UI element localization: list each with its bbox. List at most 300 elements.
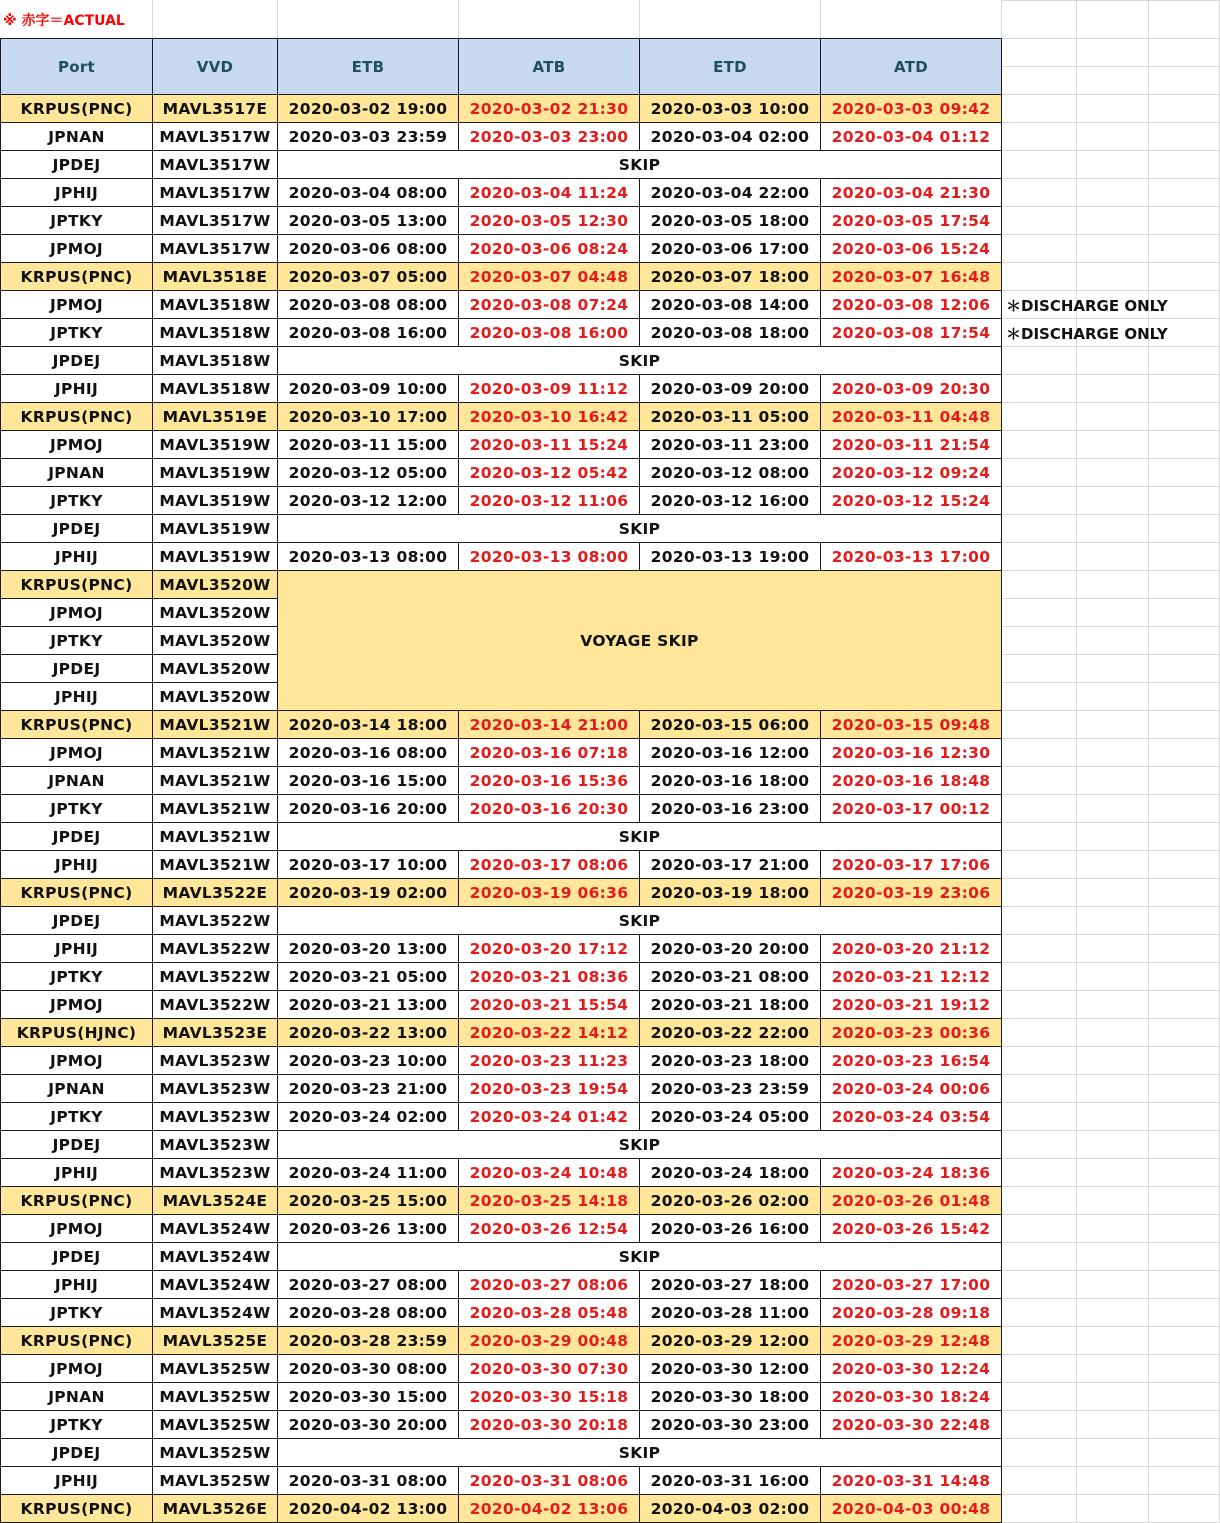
table-row xyxy=(1,1355,1002,1383)
port-cell[interactable]: JPMOJ xyxy=(1,431,153,459)
etb-cell[interactable]: 2020-03-28 23:59 xyxy=(278,1327,459,1355)
vvd-cell[interactable]: MAVL3517E xyxy=(153,95,278,123)
atb-cell[interactable]: 2020-03-02 21:30 xyxy=(459,95,640,123)
atb-cell[interactable]: 2020-03-16 15:36 xyxy=(459,767,640,795)
header-etb[interactable]: ETB xyxy=(278,39,459,95)
etd-cell[interactable]: 2020-03-26 02:00 xyxy=(640,1187,821,1215)
vvd-cell[interactable]: MAVL3521W xyxy=(153,739,278,767)
vvd-cell[interactable]: MAVL3522W xyxy=(153,907,278,935)
gridline xyxy=(1002,1354,1220,1355)
etb-cell[interactable]: 2020-03-02 19:00 xyxy=(278,95,459,123)
port-cell[interactable]: JPDEJ xyxy=(1,1439,153,1467)
vvd-cell[interactable]: MAVL3523W xyxy=(153,1075,278,1103)
port-cell[interactable]: JPMOJ xyxy=(1,1215,153,1243)
gridline xyxy=(1002,1466,1220,1467)
atd-cell[interactable]: 2020-03-16 12:30 xyxy=(821,739,1002,767)
atb-cell[interactable]: 2020-03-14 21:00 xyxy=(459,711,640,739)
port-cell[interactable]: JPDEJ xyxy=(1,1131,153,1159)
atb-cell[interactable]: 2020-03-30 07:30 xyxy=(459,1355,640,1383)
etb-cell[interactable]: 2020-03-08 16:00 xyxy=(278,319,459,347)
atb-cell[interactable]: 2020-03-31 08:06 xyxy=(459,1467,640,1495)
etb-cell[interactable]: 2020-03-04 08:00 xyxy=(278,179,459,207)
vvd-cell[interactable]: MAVL3525W xyxy=(153,1467,278,1495)
port-cell[interactable]: JPMOJ xyxy=(1,991,153,1019)
atd-cell[interactable]: 2020-03-09 20:30 xyxy=(821,375,1002,403)
schedule-table xyxy=(0,38,1002,1523)
etb-cell[interactable]: 2020-03-25 15:00 xyxy=(278,1187,459,1215)
vvd-cell[interactable]: MAVL3522W xyxy=(153,991,278,1019)
vvd-cell[interactable]: MAVL3517W xyxy=(153,207,278,235)
etb-cell[interactable]: 2020-03-09 10:00 xyxy=(278,375,459,403)
vvd-cell[interactable]: MAVL3525W xyxy=(153,1383,278,1411)
atb-cell[interactable]: 2020-03-21 15:54 xyxy=(459,991,640,1019)
vvd-cell[interactable]: MAVL3525W xyxy=(153,1355,278,1383)
etd-cell[interactable]: 2020-03-21 08:00 xyxy=(640,963,821,991)
gridline xyxy=(1002,1298,1220,1299)
etd-cell[interactable]: 2020-03-30 12:00 xyxy=(640,1355,821,1383)
skip-cell[interactable]: SKIP xyxy=(278,347,1002,375)
etd-cell[interactable]: 2020-03-16 18:00 xyxy=(640,767,821,795)
vvd-cell[interactable]: MAVL3519W xyxy=(153,543,278,571)
etd-cell[interactable]: 2020-03-12 08:00 xyxy=(640,459,821,487)
vvd-cell[interactable]: MAVL3524W xyxy=(153,1299,278,1327)
port-cell[interactable]: KRPUS(PNC) xyxy=(1,711,153,739)
port-cell[interactable]: JPMOJ xyxy=(1,739,153,767)
vvd-cell[interactable]: MAVL3523W xyxy=(153,1047,278,1075)
port-cell[interactable]: JPNAN xyxy=(1,459,153,487)
etd-cell[interactable]: 2020-03-24 05:00 xyxy=(640,1103,821,1131)
etb-cell[interactable]: 2020-03-08 08:00 xyxy=(278,291,459,319)
port-cell[interactable]: JPHIJ xyxy=(1,1467,153,1495)
skip-cell[interactable]: SKIP xyxy=(278,1243,1002,1271)
vvd-cell[interactable]: MAVL3521W xyxy=(153,851,278,879)
vvd-cell[interactable]: MAVL3518W xyxy=(153,319,278,347)
etb-cell[interactable]: 2020-03-21 05:00 xyxy=(278,963,459,991)
atb-cell[interactable]: 2020-03-17 08:06 xyxy=(459,851,640,879)
gridline xyxy=(1002,458,1220,459)
atd-cell[interactable]: 2020-03-04 21:30 xyxy=(821,179,1002,207)
etd-cell[interactable]: 2020-03-31 16:00 xyxy=(640,1467,821,1495)
etb-cell[interactable]: 2020-03-03 23:59 xyxy=(278,123,459,151)
skip-cell[interactable]: SKIP xyxy=(278,1439,1002,1467)
etb-cell[interactable]: 2020-03-30 08:00 xyxy=(278,1355,459,1383)
gridline xyxy=(1002,206,1220,207)
atd-cell[interactable]: 2020-03-23 00:36 xyxy=(821,1019,1002,1047)
etb-cell[interactable]: 2020-03-22 13:00 xyxy=(278,1019,459,1047)
port-cell[interactable]: JPTKY xyxy=(1,963,153,991)
etb-cell[interactable]: 2020-03-26 13:00 xyxy=(278,1215,459,1243)
port-cell[interactable]: JPDEJ xyxy=(1,347,153,375)
atb-cell[interactable]: 2020-03-30 20:18 xyxy=(459,1411,640,1439)
port-cell[interactable]: JPDEJ xyxy=(1,823,153,851)
gridline xyxy=(1002,626,1220,627)
etd-cell[interactable]: 2020-03-11 23:00 xyxy=(640,431,821,459)
gridline xyxy=(820,0,821,38)
etd-cell[interactable]: 2020-03-28 11:00 xyxy=(640,1299,821,1327)
etb-cell[interactable]: 2020-03-23 21:00 xyxy=(278,1075,459,1103)
gridline xyxy=(1076,0,1077,1523)
gridline xyxy=(1002,766,1220,767)
port-cell[interactable]: JPNAN xyxy=(1,1075,153,1103)
port-cell[interactable]: JPMOJ xyxy=(1,235,153,263)
vvd-cell[interactable]: MAVL3524E xyxy=(153,1187,278,1215)
skip-cell[interactable]: SKIP xyxy=(278,907,1002,935)
gridline xyxy=(1002,598,1220,599)
vvd-cell[interactable]: MAVL3522W xyxy=(153,963,278,991)
port-cell[interactable]: JPMOJ xyxy=(1,291,153,319)
etd-cell[interactable]: 2020-03-30 18:00 xyxy=(640,1383,821,1411)
voyage-skip-cell[interactable]: VOYAGE SKIP xyxy=(278,571,1002,711)
etd-cell[interactable]: 2020-03-20 20:00 xyxy=(640,935,821,963)
atb-cell[interactable]: 2020-03-08 07:24 xyxy=(459,291,640,319)
port-cell[interactable]: JPHIJ xyxy=(1,179,153,207)
etb-cell[interactable]: 2020-03-06 08:00 xyxy=(278,235,459,263)
atb-cell[interactable]: 2020-03-12 11:06 xyxy=(459,487,640,515)
atb-cell[interactable]: 2020-04-02 13:06 xyxy=(459,1495,640,1523)
vvd-cell[interactable]: MAVL3517W xyxy=(153,235,278,263)
atb-cell[interactable]: 2020-03-09 11:12 xyxy=(459,375,640,403)
port-cell[interactable]: KRPUS(HJNC) xyxy=(1,1019,153,1047)
etd-cell[interactable]: 2020-03-09 20:00 xyxy=(640,375,821,403)
etb-cell[interactable]: 2020-03-16 15:00 xyxy=(278,767,459,795)
vvd-cell[interactable]: MAVL3519W xyxy=(153,431,278,459)
port-cell[interactable]: JPTKY xyxy=(1,1411,153,1439)
etd-cell[interactable]: 2020-03-17 21:00 xyxy=(640,851,821,879)
atd-cell[interactable]: 2020-03-17 17:06 xyxy=(821,851,1002,879)
vvd-cell[interactable]: MAVL3525W xyxy=(153,1439,278,1467)
vvd-cell[interactable]: MAVL3521W xyxy=(153,711,278,739)
port-cell[interactable]: JPMOJ xyxy=(1,1355,153,1383)
atd-cell[interactable]: 2020-03-30 22:48 xyxy=(821,1411,1002,1439)
table-row xyxy=(1,1383,1002,1411)
etb-cell[interactable]: 2020-03-23 10:00 xyxy=(278,1047,459,1075)
atd-cell[interactable]: 2020-03-05 17:54 xyxy=(821,207,1002,235)
atb-cell[interactable]: 2020-03-08 16:00 xyxy=(459,319,640,347)
etd-cell[interactable]: 2020-04-03 02:00 xyxy=(640,1495,821,1523)
etb-cell[interactable]: 2020-03-24 02:00 xyxy=(278,1103,459,1131)
vvd-cell[interactable]: MAVL3520W xyxy=(153,571,278,599)
gridline xyxy=(1002,1410,1220,1411)
etb-cell[interactable]: 2020-03-20 13:00 xyxy=(278,935,459,963)
vvd-cell[interactable]: MAVL3522E xyxy=(153,879,278,907)
etb-cell[interactable]: 2020-03-21 13:00 xyxy=(278,991,459,1019)
port-cell[interactable]: JPHIJ xyxy=(1,683,153,711)
etd-cell[interactable]: 2020-03-21 18:00 xyxy=(640,991,821,1019)
vvd-cell[interactable]: MAVL3517W xyxy=(153,123,278,151)
port-cell[interactable]: JPTKY xyxy=(1,487,153,515)
skip-cell[interactable]: SKIP xyxy=(278,823,1002,851)
atb-cell[interactable]: 2020-03-22 14:12 xyxy=(459,1019,640,1047)
atb-cell[interactable]: 2020-03-03 23:00 xyxy=(459,123,640,151)
atb-cell[interactable]: 2020-03-16 07:18 xyxy=(459,739,640,767)
port-cell[interactable]: KRPUS(PNC) xyxy=(1,263,153,291)
table-row xyxy=(1,935,1002,963)
vvd-cell[interactable]: MAVL3518W xyxy=(153,291,278,319)
atd-cell[interactable]: 2020-03-30 12:24 xyxy=(821,1355,1002,1383)
port-cell[interactable]: JPNAN xyxy=(1,767,153,795)
table-row xyxy=(1,179,1002,207)
atd-cell[interactable]: 2020-03-26 01:48 xyxy=(821,1187,1002,1215)
vvd-cell[interactable]: MAVL3523W xyxy=(153,1103,278,1131)
port-cell[interactable]: JPHIJ xyxy=(1,851,153,879)
vvd-cell[interactable]: MAVL3520W xyxy=(153,627,278,655)
etd-cell[interactable]: 2020-03-23 23:59 xyxy=(640,1075,821,1103)
port-cell[interactable]: JPNAN xyxy=(1,1383,153,1411)
etb-cell[interactable]: 2020-03-16 08:00 xyxy=(278,739,459,767)
etb-cell[interactable]: 2020-03-30 15:00 xyxy=(278,1383,459,1411)
atb-cell[interactable]: 2020-03-06 08:24 xyxy=(459,235,640,263)
atd-cell[interactable]: 2020-03-23 16:54 xyxy=(821,1047,1002,1075)
atd-cell[interactable]: 2020-03-03 09:42 xyxy=(821,95,1002,123)
atb-cell[interactable]: 2020-03-29 00:48 xyxy=(459,1327,640,1355)
atd-cell[interactable]: 2020-03-24 00:06 xyxy=(821,1075,1002,1103)
header-atb[interactable]: ATB xyxy=(459,39,640,95)
table-row xyxy=(1,571,1002,599)
atb-cell[interactable]: 2020-03-07 04:48 xyxy=(459,263,640,291)
atd-cell[interactable]: 2020-03-19 23:06 xyxy=(821,879,1002,907)
atd-cell[interactable]: 2020-03-24 18:36 xyxy=(821,1159,1002,1187)
vvd-cell[interactable]: MAVL3517W xyxy=(153,151,278,179)
atd-cell[interactable]: 2020-03-16 18:48 xyxy=(821,767,1002,795)
etb-cell[interactable]: 2020-03-05 13:00 xyxy=(278,207,459,235)
atd-cell[interactable]: 2020-03-26 15:42 xyxy=(821,1215,1002,1243)
etb-cell[interactable]: 2020-03-12 05:00 xyxy=(278,459,459,487)
gridline xyxy=(1002,570,1220,571)
etd-cell[interactable]: 2020-03-13 19:00 xyxy=(640,543,821,571)
atd-cell[interactable]: 2020-04-03 00:48 xyxy=(821,1495,1002,1523)
port-cell[interactable]: JPHIJ xyxy=(1,1159,153,1187)
gridline xyxy=(1002,794,1220,795)
atb-cell[interactable]: 2020-03-19 06:36 xyxy=(459,879,640,907)
vvd-cell[interactable]: MAVL3523E xyxy=(153,1019,278,1047)
gridline xyxy=(1002,38,1220,39)
port-cell[interactable]: JPDEJ xyxy=(1,151,153,179)
vvd-cell[interactable]: MAVL3521W xyxy=(153,823,278,851)
vvd-cell[interactable]: MAVL3526E xyxy=(153,1495,278,1523)
port-cell[interactable]: JPTKY xyxy=(1,627,153,655)
header-port[interactable]: Port xyxy=(1,39,153,95)
etb-cell[interactable]: 2020-03-13 08:00 xyxy=(278,543,459,571)
atb-cell[interactable]: 2020-03-13 08:00 xyxy=(459,543,640,571)
etd-cell[interactable]: 2020-03-08 14:00 xyxy=(640,291,821,319)
atd-cell[interactable]: 2020-03-11 21:54 xyxy=(821,431,1002,459)
port-cell[interactable]: JPTKY xyxy=(1,319,153,347)
port-cell[interactable]: KRPUS(PNC) xyxy=(1,1187,153,1215)
header-row xyxy=(1,39,1002,95)
atb-cell[interactable]: 2020-03-21 08:36 xyxy=(459,963,640,991)
atb-cell[interactable]: 2020-03-24 01:42 xyxy=(459,1103,640,1131)
vvd-cell[interactable]: MAVL3520W xyxy=(153,683,278,711)
atb-cell[interactable]: 2020-03-23 11:23 xyxy=(459,1047,640,1075)
port-cell[interactable]: JPTKY xyxy=(1,1299,153,1327)
vvd-cell[interactable]: MAVL3523W xyxy=(153,1159,278,1187)
port-cell[interactable]: KRPUS(PNC) xyxy=(1,1495,153,1523)
etb-cell[interactable]: 2020-03-16 20:00 xyxy=(278,795,459,823)
atd-cell[interactable]: 2020-03-20 21:12 xyxy=(821,935,1002,963)
skip-cell[interactable]: SKIP xyxy=(278,515,1002,543)
atb-cell[interactable]: 2020-03-12 05:42 xyxy=(459,459,640,487)
port-cell[interactable]: JPDEJ xyxy=(1,515,153,543)
etd-cell[interactable]: 2020-03-11 05:00 xyxy=(640,403,821,431)
atd-cell[interactable]: 2020-03-08 12:06 xyxy=(821,291,1002,319)
etd-cell[interactable]: 2020-03-27 18:00 xyxy=(640,1271,821,1299)
etb-cell[interactable]: 2020-03-17 10:00 xyxy=(278,851,459,879)
table-row xyxy=(1,1271,1002,1299)
etd-cell[interactable]: 2020-03-29 12:00 xyxy=(640,1327,821,1355)
port-cell[interactable]: JPHIJ xyxy=(1,935,153,963)
etb-cell[interactable]: 2020-03-14 18:00 xyxy=(278,711,459,739)
table-row xyxy=(1,487,1002,515)
etb-cell[interactable]: 2020-03-19 02:00 xyxy=(278,879,459,907)
vvd-cell[interactable]: MAVL3518W xyxy=(153,347,278,375)
atd-cell[interactable]: 2020-03-12 15:24 xyxy=(821,487,1002,515)
port-cell[interactable]: KRPUS(PNC) xyxy=(1,571,153,599)
atb-cell[interactable]: 2020-03-05 12:30 xyxy=(459,207,640,235)
port-cell[interactable]: JPNAN xyxy=(1,123,153,151)
table-row xyxy=(1,1131,1002,1159)
atd-cell[interactable]: 2020-03-24 03:54 xyxy=(821,1103,1002,1131)
port-cell[interactable]: JPDEJ xyxy=(1,655,153,683)
atb-cell[interactable]: 2020-03-28 05:48 xyxy=(459,1299,640,1327)
atb-cell[interactable]: 2020-03-04 11:24 xyxy=(459,179,640,207)
atd-cell[interactable]: 2020-03-27 17:00 xyxy=(821,1271,1002,1299)
atd-cell[interactable]: 2020-03-13 17:00 xyxy=(821,543,1002,571)
vvd-cell[interactable]: MAVL3519W xyxy=(153,487,278,515)
vvd-cell[interactable]: MAVL3524W xyxy=(153,1243,278,1271)
etd-cell[interactable]: 2020-03-05 18:00 xyxy=(640,207,821,235)
vvd-cell[interactable]: MAVL3520W xyxy=(153,655,278,683)
table-row xyxy=(1,375,1002,403)
vvd-cell[interactable]: MAVL3524W xyxy=(153,1215,278,1243)
vvd-cell[interactable]: MAVL3519E xyxy=(153,403,278,431)
etd-cell[interactable]: 2020-03-12 16:00 xyxy=(640,487,821,515)
etd-cell[interactable]: 2020-03-23 18:00 xyxy=(640,1047,821,1075)
etb-cell[interactable]: 2020-03-24 11:00 xyxy=(278,1159,459,1187)
port-cell[interactable]: KRPUS(PNC) xyxy=(1,1327,153,1355)
atb-cell[interactable]: 2020-03-10 16:42 xyxy=(459,403,640,431)
vvd-cell[interactable]: MAVL3525E xyxy=(153,1327,278,1355)
etd-cell[interactable]: 2020-03-26 16:00 xyxy=(640,1215,821,1243)
atd-cell[interactable]: 2020-03-21 12:12 xyxy=(821,963,1002,991)
atb-cell[interactable]: 2020-03-30 15:18 xyxy=(459,1383,640,1411)
etd-cell[interactable]: 2020-03-19 18:00 xyxy=(640,879,821,907)
etb-cell[interactable]: 2020-03-30 20:00 xyxy=(278,1411,459,1439)
port-cell[interactable]: KRPUS(PNC) xyxy=(1,403,153,431)
header-etd[interactable]: ETD xyxy=(640,39,821,95)
port-cell[interactable]: JPHIJ xyxy=(1,375,153,403)
gridline xyxy=(1002,374,1220,375)
atb-cell[interactable]: 2020-03-26 12:54 xyxy=(459,1215,640,1243)
atd-cell[interactable]: 2020-03-28 09:18 xyxy=(821,1299,1002,1327)
atd-cell[interactable]: 2020-03-15 09:48 xyxy=(821,711,1002,739)
etd-cell[interactable]: 2020-03-16 23:00 xyxy=(640,795,821,823)
table-row xyxy=(1,515,1002,543)
atd-cell[interactable]: 2020-03-29 12:48 xyxy=(821,1327,1002,1355)
atd-cell[interactable]: 2020-03-17 00:12 xyxy=(821,795,1002,823)
skip-cell[interactable]: SKIP xyxy=(278,1131,1002,1159)
atb-cell[interactable]: 2020-03-16 20:30 xyxy=(459,795,640,823)
vvd-cell[interactable]: MAVL3518E xyxy=(153,263,278,291)
atd-cell[interactable]: 2020-03-30 18:24 xyxy=(821,1383,1002,1411)
atd-cell[interactable]: 2020-03-08 17:54 xyxy=(821,319,1002,347)
etb-cell[interactable]: 2020-03-07 05:00 xyxy=(278,263,459,291)
etb-cell[interactable]: 2020-03-10 17:00 xyxy=(278,403,459,431)
atd-cell[interactable]: 2020-03-21 19:12 xyxy=(821,991,1002,1019)
etb-cell[interactable]: 2020-03-12 12:00 xyxy=(278,487,459,515)
etd-cell[interactable]: 2020-03-22 22:00 xyxy=(640,1019,821,1047)
atd-cell[interactable]: 2020-03-04 01:12 xyxy=(821,123,1002,151)
port-cell[interactable]: KRPUS(PNC) xyxy=(1,879,153,907)
etd-cell[interactable]: 2020-03-15 06:00 xyxy=(640,711,821,739)
etd-cell[interactable]: 2020-03-24 18:00 xyxy=(640,1159,821,1187)
etd-cell[interactable]: 2020-03-03 10:00 xyxy=(640,95,821,123)
etd-cell[interactable]: 2020-03-08 18:00 xyxy=(640,319,821,347)
vvd-cell[interactable]: MAVL3519W xyxy=(153,515,278,543)
atd-cell[interactable]: 2020-03-07 16:48 xyxy=(821,263,1002,291)
port-cell[interactable]: KRPUS(PNC) xyxy=(1,95,153,123)
port-cell[interactable]: JPHIJ xyxy=(1,1271,153,1299)
atd-cell[interactable]: 2020-03-31 14:48 xyxy=(821,1467,1002,1495)
atd-cell[interactable]: 2020-03-11 04:48 xyxy=(821,403,1002,431)
gridline xyxy=(1002,1046,1220,1047)
etd-cell[interactable]: 2020-03-30 23:00 xyxy=(640,1411,821,1439)
atb-cell[interactable]: 2020-03-24 10:48 xyxy=(459,1159,640,1187)
port-cell[interactable]: JPHIJ xyxy=(1,543,153,571)
etb-cell[interactable]: 2020-03-31 08:00 xyxy=(278,1467,459,1495)
table-row xyxy=(1,907,1002,935)
port-cell[interactable]: JPTKY xyxy=(1,207,153,235)
etd-cell[interactable]: 2020-03-06 17:00 xyxy=(640,235,821,263)
etb-cell[interactable]: 2020-04-02 13:00 xyxy=(278,1495,459,1523)
skip-cell[interactable]: SKIP xyxy=(278,151,1002,179)
atd-cell[interactable]: 2020-03-12 09:24 xyxy=(821,459,1002,487)
etd-cell[interactable]: 2020-03-16 12:00 xyxy=(640,739,821,767)
header-vvd[interactable]: VVD xyxy=(153,39,278,95)
atd-cell[interactable]: 2020-03-06 15:24 xyxy=(821,235,1002,263)
table-row xyxy=(1,1075,1002,1103)
etd-cell[interactable]: 2020-03-04 22:00 xyxy=(640,179,821,207)
etd-cell[interactable]: 2020-03-04 02:00 xyxy=(640,123,821,151)
atb-cell[interactable]: 2020-03-20 17:12 xyxy=(459,935,640,963)
port-cell[interactable]: JPDEJ xyxy=(1,1243,153,1271)
vvd-cell[interactable]: MAVL3520W xyxy=(153,599,278,627)
vvd-cell[interactable]: MAVL3521W xyxy=(153,795,278,823)
table-row xyxy=(1,291,1002,319)
atb-cell[interactable]: 2020-03-25 14:18 xyxy=(459,1187,640,1215)
vvd-cell[interactable]: MAVL3523W xyxy=(153,1131,278,1159)
vvd-cell[interactable]: MAVL3524W xyxy=(153,1271,278,1299)
atb-cell[interactable]: 2020-03-11 15:24 xyxy=(459,431,640,459)
etb-cell[interactable]: 2020-03-11 15:00 xyxy=(278,431,459,459)
port-cell[interactable]: JPDEJ xyxy=(1,907,153,935)
atb-cell[interactable]: 2020-03-27 08:06 xyxy=(459,1271,640,1299)
vvd-cell[interactable]: MAVL3525W xyxy=(153,1411,278,1439)
vvd-cell[interactable]: MAVL3517W xyxy=(153,179,278,207)
port-cell[interactable]: JPMOJ xyxy=(1,599,153,627)
atb-cell[interactable]: 2020-03-23 19:54 xyxy=(459,1075,640,1103)
port-cell[interactable]: JPTKY xyxy=(1,1103,153,1131)
etb-cell[interactable]: 2020-03-27 08:00 xyxy=(278,1271,459,1299)
etb-cell[interactable]: 2020-03-28 08:00 xyxy=(278,1299,459,1327)
port-cell[interactable]: JPMOJ xyxy=(1,1047,153,1075)
port-cell[interactable]: JPTKY xyxy=(1,795,153,823)
header-atd[interactable]: ATD xyxy=(821,39,1002,95)
vvd-cell[interactable]: MAVL3522W xyxy=(153,935,278,963)
vvd-cell[interactable]: MAVL3519W xyxy=(153,459,278,487)
etd-cell[interactable]: 2020-03-07 18:00 xyxy=(640,263,821,291)
vvd-cell[interactable]: MAVL3521W xyxy=(153,767,278,795)
vvd-cell[interactable]: MAVL3518W xyxy=(153,375,278,403)
